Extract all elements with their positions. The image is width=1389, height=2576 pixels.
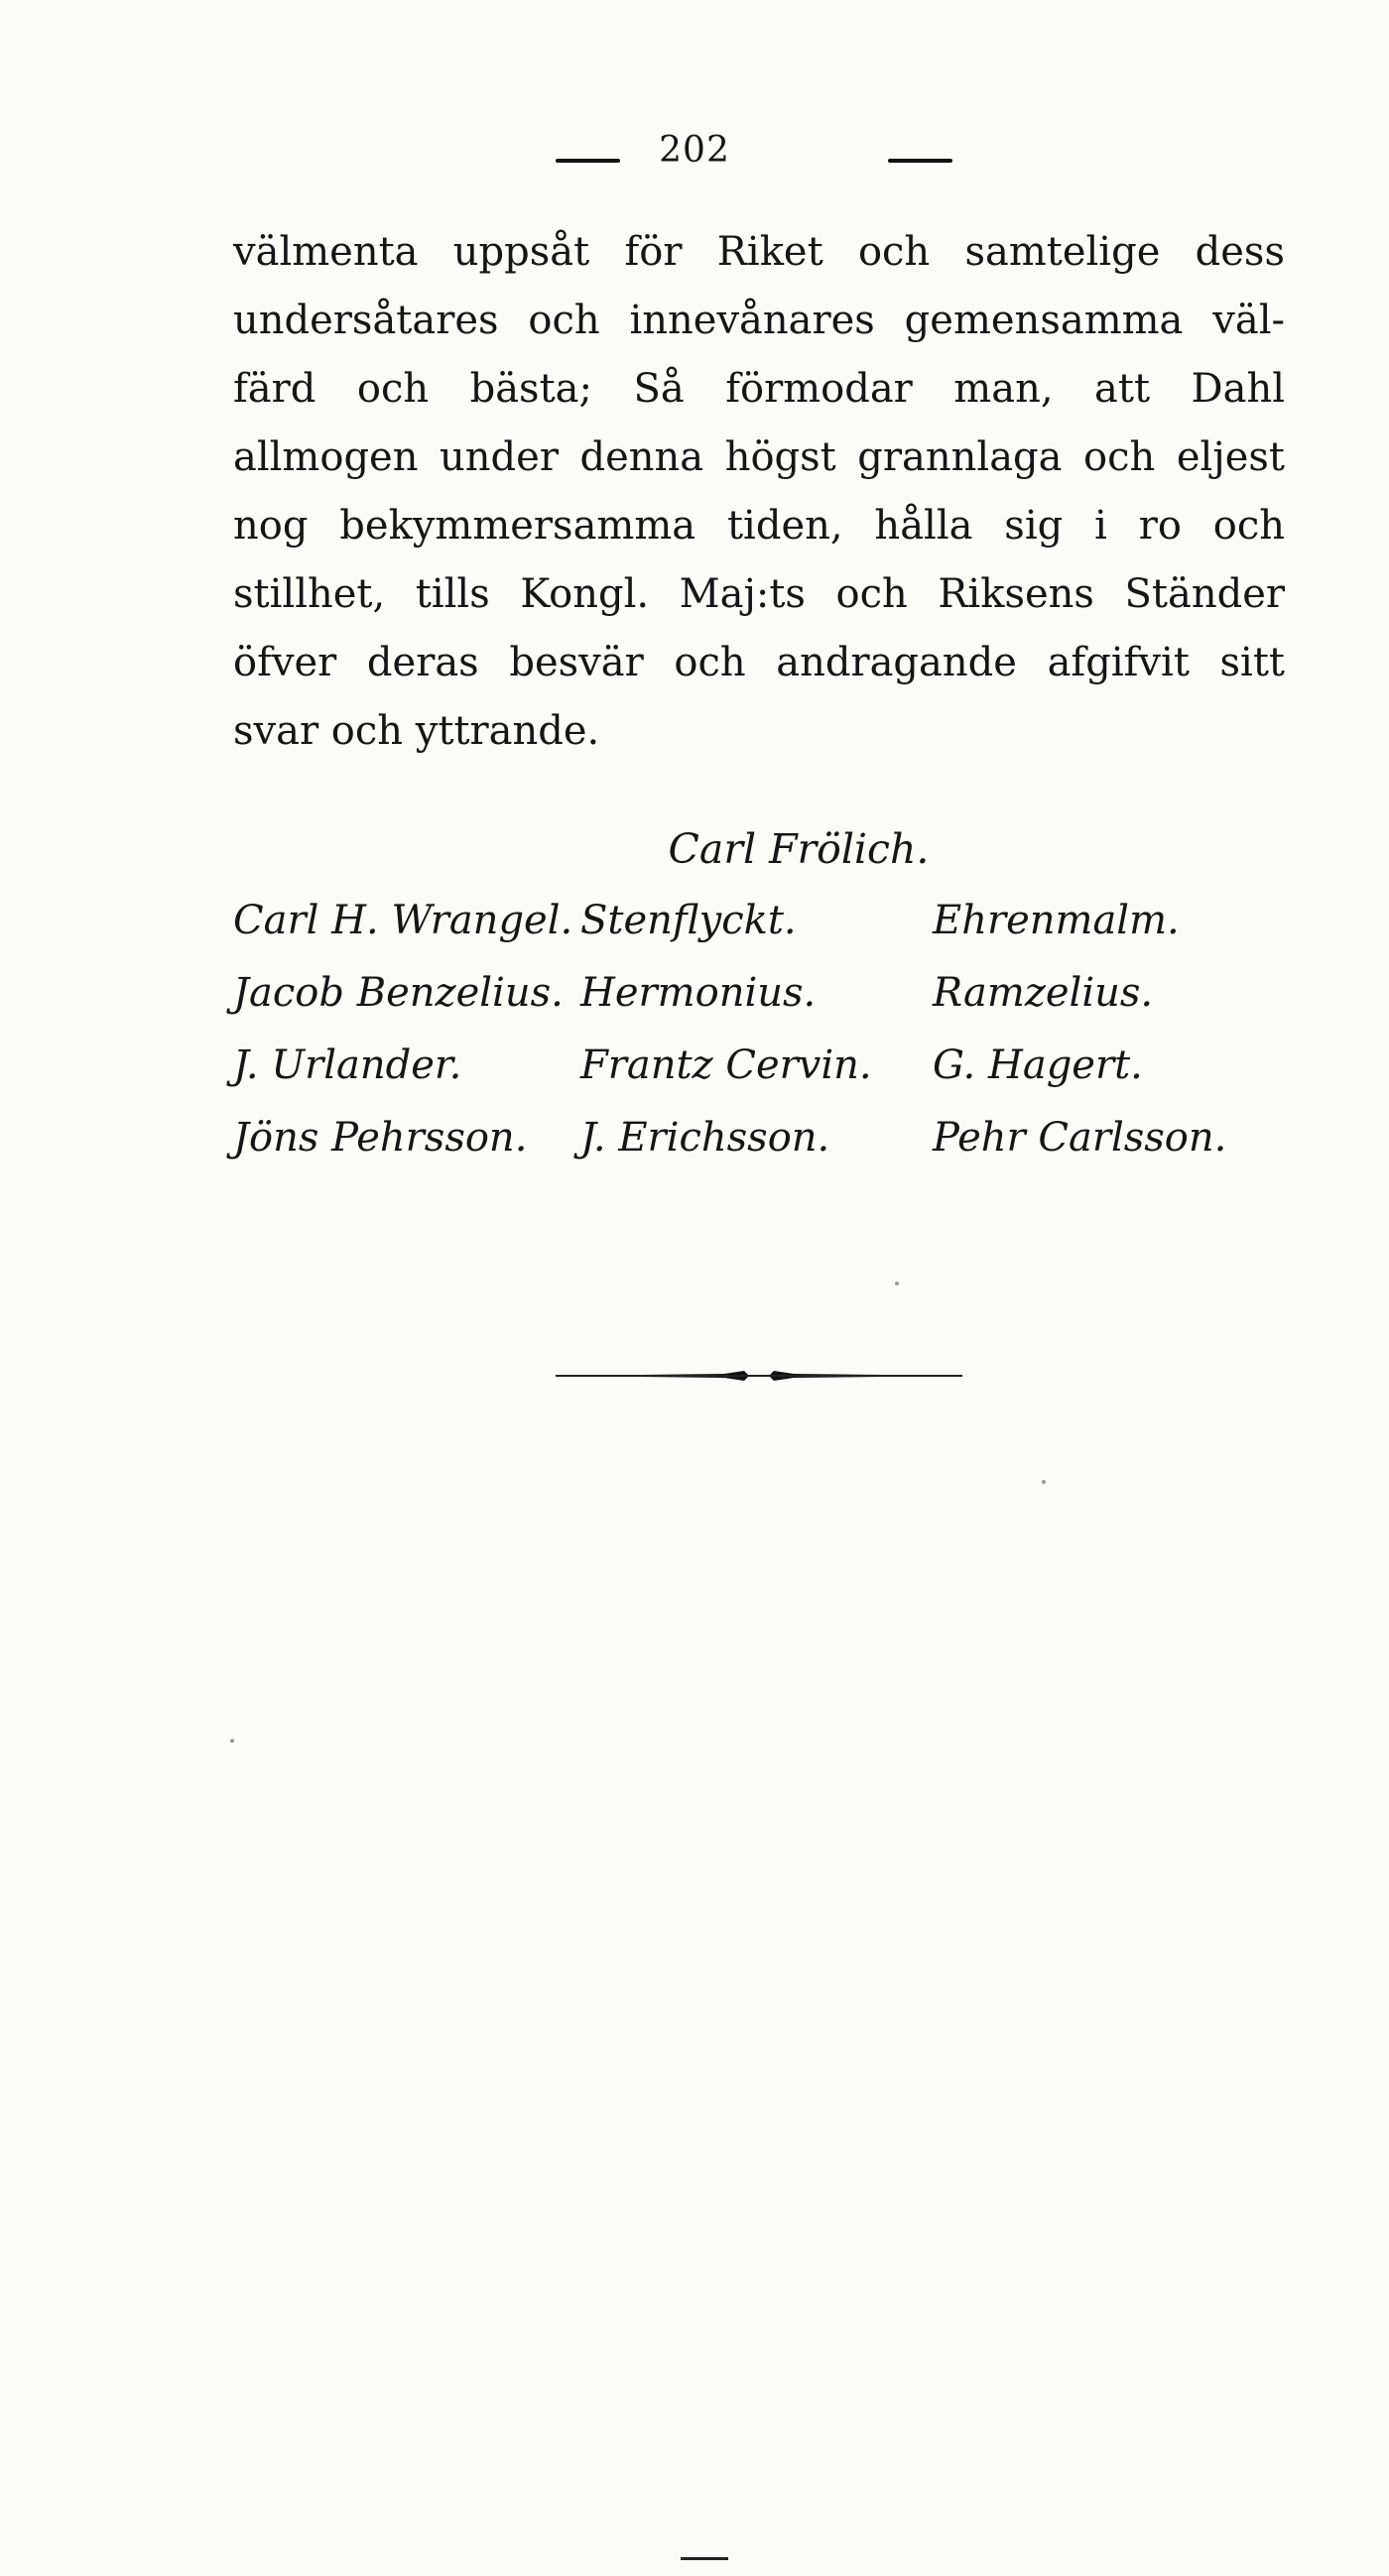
text-line: undersåtares och innevånares gemensamma väl-	[233, 298, 1285, 343]
signature-name: Jöns Pehrsson.	[233, 1115, 528, 1161]
header-dash-right	[888, 159, 952, 163]
text-line: allmogen under denna högst grannlaga och eljest	[233, 434, 1285, 480]
signature-row	[233, 1102, 1305, 1174]
text-line: svar och yttrande.	[233, 708, 600, 754]
ink-speck	[230, 1739, 234, 1743]
signature-name: Hermonius.	[580, 970, 817, 1016]
running-head	[0, 129, 1389, 188]
signature-name: Frantz Cervin.	[580, 1043, 872, 1088]
bottom-mark	[681, 2557, 728, 2560]
text-line: färd och bästa; Så förmodar man, att Dahl	[233, 366, 1285, 412]
chair-signature: Carl Frölich.	[668, 825, 930, 873]
text-line: stillhet, tills Kongl. Maj:ts och Riksens Ständer	[233, 571, 1285, 617]
signature-name: J. Urlander.	[233, 1043, 462, 1088]
ink-speck	[895, 1282, 899, 1286]
signature-row	[233, 957, 1305, 1030]
signature-name: Ehrenmalm.	[933, 898, 1180, 943]
text-line: öfver deras besvär och andragande afgifvit sitt	[233, 640, 1285, 685]
text-line: nog bekymmersamma tiden, hålla sig i ro och	[233, 503, 1285, 549]
text-line: välmenta uppsåt för Riket och samtelige dess	[233, 229, 1285, 275]
end-ornament-icon	[556, 1366, 962, 1386]
body-paragraph	[233, 218, 1285, 766]
signature-name: Carl H. Wrangel.	[233, 898, 573, 943]
ink-speck	[1042, 1480, 1046, 1484]
signature-name: Jacob Benzelius.	[233, 970, 564, 1016]
signature-block	[233, 813, 1305, 1174]
signature-name: Stenflyckt.	[580, 898, 797, 943]
signature-name: Pehr Carlsson.	[933, 1115, 1227, 1161]
signature-name: Ramzelius.	[933, 970, 1154, 1016]
signature-row	[233, 885, 1305, 957]
signature-row	[233, 1030, 1305, 1102]
header-dash-left	[556, 159, 620, 163]
signature-name: J. Erichsson.	[580, 1115, 830, 1161]
signature-name: G. Hagert.	[933, 1043, 1143, 1088]
page-number: 202	[659, 130, 730, 171]
